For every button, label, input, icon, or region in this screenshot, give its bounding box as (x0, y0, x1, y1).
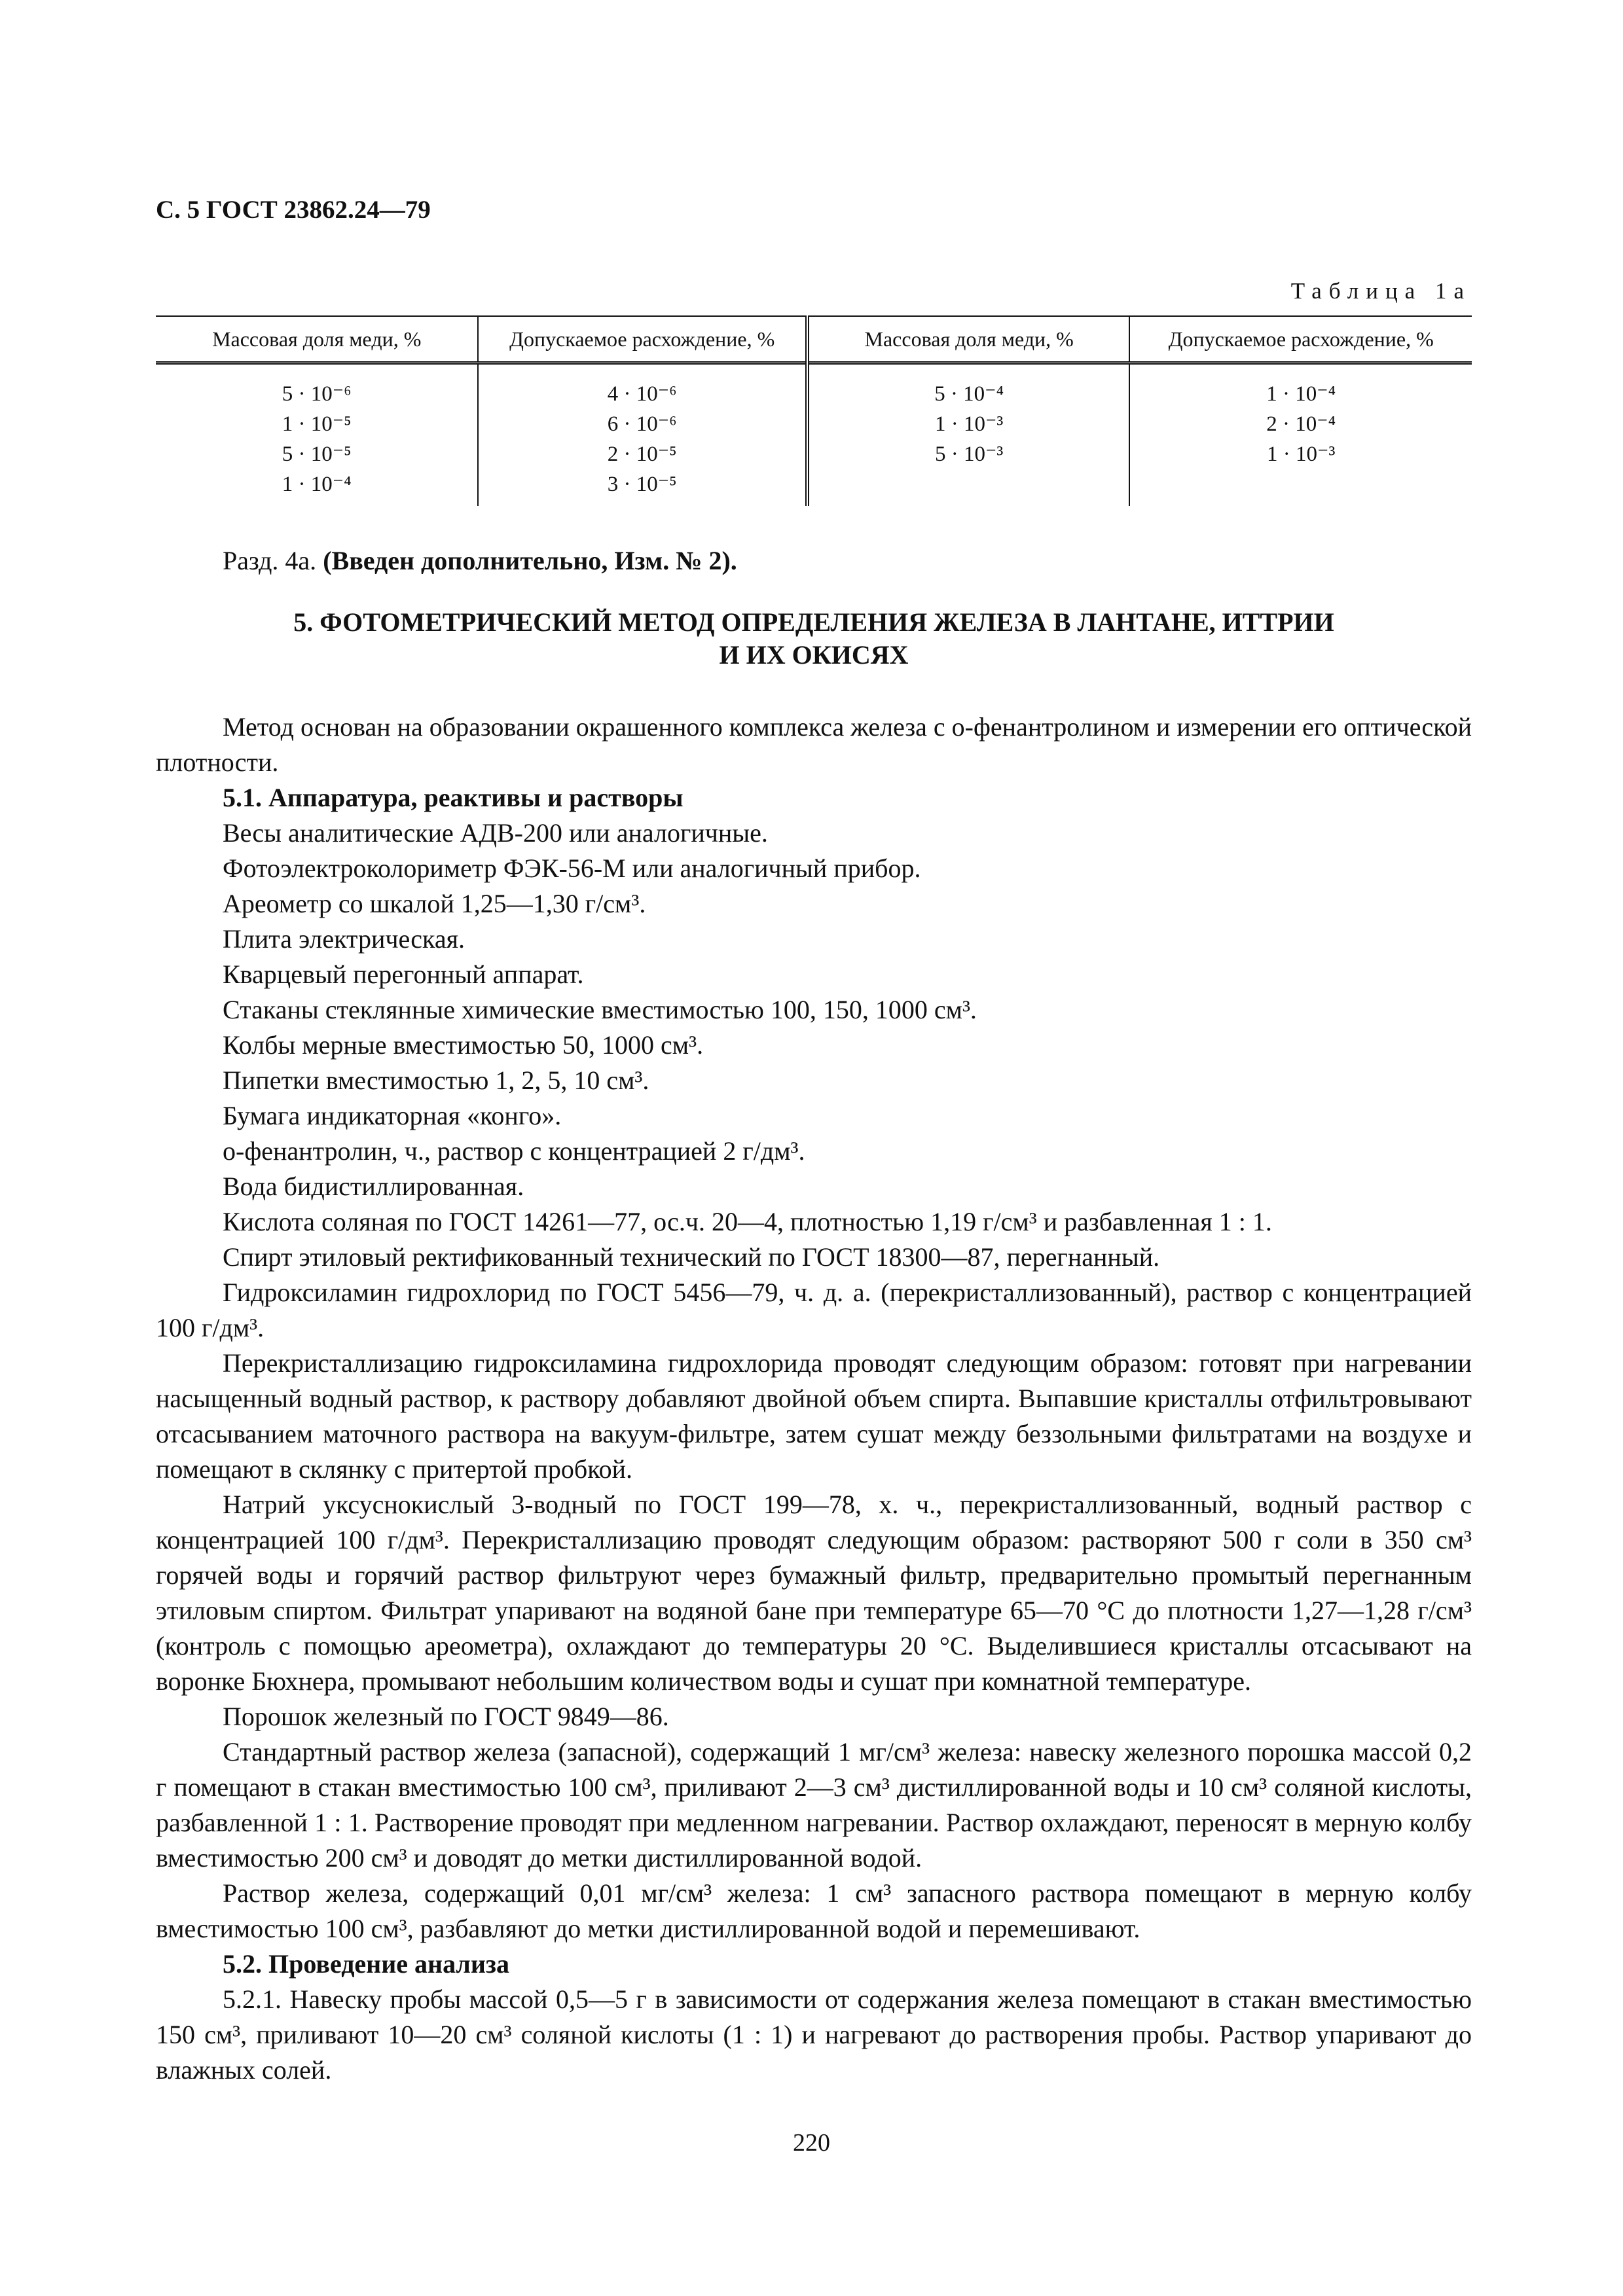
paragraph-dilute-solution: Раствор железа, содержащий 0,01 мг/см³ железа: 1 см³ запасного раствора помещают в мерную колбу вместимостью 100 см³, разбавляют до метки дистиллированной водой и перемешивают. (156, 1878, 1472, 1943)
table-value: 1 · 10⁻³ (935, 412, 1004, 436)
paragraph-hydroxylamine: Гидроксиламин гидрохлорид по ГОСТ 5456—79, ч. д. а. (перекристаллизованный), раствор с концентрацией 100 г/дм³. (156, 1278, 1472, 1342)
subsection-title-5-1: 5.1. Аппаратура, реактивы и растворы (223, 783, 684, 812)
table-cell-col2 (478, 363, 807, 507)
list-item: Спирт этиловый ректификованный технический по ГОСТ 18300—87, перегнанный. (223, 1242, 1160, 1272)
list-item: Фотоэлектроколориметр ФЭК-56-М или аналогичный прибор. (223, 853, 921, 883)
amendment-note (223, 543, 1472, 579)
document-body (156, 543, 1472, 2088)
paragraph-standard-solution: Стандартный раствор железа (запасной), содержащий 1 мг/см³ железа: навеску железного порошка массой 0,2 г помещают в стакан вместимостью 100 см³, приливают 2—3 см³ дистиллированной воды и 10 см³ соляной кислоты, разбавленной 1 : 1. Растворение проводят при медленном нагревании. Раствор охлаждают, переносят в мерную колбу вместимостью 200 см³ и доводят до метки дистиллированной водой. (156, 1737, 1472, 1873)
amendment-prefix: Разд. 4а. (223, 546, 323, 575)
table-value: 4 · 10⁻⁶ (607, 382, 677, 406)
list-item: Кислота соляная по ГОСТ 14261—77, ос.ч. 20—4, плотностью 1,19 г/см³ и разбавленная 1 : 1. (223, 1207, 1272, 1236)
column-header-copper-fraction-1: Массовая доля меди, % (156, 316, 478, 363)
table-cell-col1 (156, 363, 478, 507)
table-value: 5 · 10⁻⁵ (282, 442, 352, 466)
list-item: Ареометр со шкалой 1,25—1,30 г/см³. (223, 889, 646, 918)
page-number: 220 (793, 2129, 830, 2157)
section-title-line2: И ИХ ОКИСЯХ (719, 640, 909, 670)
list-item: Колбы мерные вместимостью 50, 1000 см³. (223, 1030, 704, 1060)
table-value: 3 · 10⁻⁵ (607, 473, 677, 496)
subsection-title-5-2: 5.2. Проведение анализа (223, 1949, 509, 1979)
paragraph-5-2-1: 5.2.1. Навеску пробы массой 0,5—5 г в зависимости от содержания железа помещают в стакан вместимостью 150 см³, приливают 10—20 см³ соляной кислоты (1 : 1) и нагревают до растворения пробы. Раствор упаривают до влажных солей. (156, 1984, 1472, 2085)
copper-tolerance-table (156, 315, 1472, 506)
paragraph-iron-powder: Порошок железный по ГОСТ 9849—86. (223, 1702, 669, 1731)
list-item: Пипетки вместимостью 1, 2, 5, 10 см³. (223, 1066, 649, 1095)
list-item: Вода бидистиллированная. (223, 1172, 524, 1201)
list-item: Стаканы стеклянные химические вместимостью 100, 150, 1000 см³. (223, 995, 977, 1024)
list-item: Бумага индикаторная «конго». (223, 1101, 562, 1130)
table-row (156, 363, 1472, 507)
table-title: Таблица 1а (1290, 278, 1471, 304)
list-item: о-фенантролин, ч., раствор с концентрацией 2 г/дм³. (223, 1136, 805, 1166)
table-value: 1 · 10⁻⁴ (1266, 382, 1336, 406)
paragraph-sodium-acetate: Натрий уксуснокислый 3-водный по ГОСТ 199—78, х. ч., перекристаллизованный, водный раствор с концентрацией 100 г/дм³. Перекристаллизацию проводят следующим образом: растворяют 500 г соли в 350 см³ горячей воды и горячий раствор фильтруют через бумажный фильтр, предварительно промытый перегнанным этиловым спиртом. Фильтрат упаривают на водяной бане при температуре 65—70 °С до плотности 1,27—1,28 г/см³ (контроль с помощью ареометра), охлаждают до температуры 20 °С. Выделившиеся кристаллы отсасывают на воронке Бюхнера, промывают небольшим количеством воды и сушат при комнатной температуре. (156, 1490, 1472, 1696)
table-value: 1 · 10⁻³ (1267, 442, 1336, 466)
amendment-bold: (Введен дополнительно, Изм. № 2). (323, 546, 737, 575)
paragraph-intro: Метод основан на образовании окрашенного комплекса железа с о-фенантролином и измерении его оптической плотности. (156, 712, 1472, 777)
paragraph-recrystallization: Перекристаллизацию гидроксиламина гидрохлорида проводят следующим образом: готовят при нагревании насыщенный водный раствор, к раствору добавляют двойной объем спирта. Выпавшие кристаллы отфильтровывают отсасыванием маточного раствора на вакуум-фильтре, затем сушат между беззольными фильтратами на воздухе и помещают в склянку с притертой пробкой. (156, 1348, 1472, 1484)
column-header-tolerance-1: Допускаемое расхождение, % (478, 316, 807, 363)
table-value: 2 · 10⁻⁴ (1266, 412, 1336, 436)
table-value: 6 · 10⁻⁶ (607, 412, 677, 436)
table-value: 2 · 10⁻⁵ (607, 442, 677, 466)
table-cell-col3 (807, 363, 1129, 507)
section-title (156, 606, 1472, 672)
list-item: Весы аналитические АДВ-200 или аналогичные. (223, 818, 768, 848)
table-value: 1 · 10⁻⁴ (282, 473, 352, 496)
column-header-copper-fraction-2: Массовая доля меди, % (807, 316, 1129, 363)
column-header-tolerance-2: Допускаемое расхождение, % (1129, 316, 1472, 363)
table-cell-col4 (1129, 363, 1472, 507)
list-item: Плита электрическая. (223, 924, 465, 954)
table-value: 1 · 10⁻⁵ (282, 412, 352, 436)
list-item: Кварцевый перегонный аппарат. (223, 960, 584, 989)
table-value: 5 · 10⁻⁶ (282, 382, 352, 406)
section-title-line1: 5. ФОТОМЕТРИЧЕСКИЙ МЕТОД ОПРЕДЕЛЕНИЯ ЖЕЛЕЗА В ЛАНТАНЕ, ИТТРИИ (293, 607, 1334, 637)
table-value: 5 · 10⁻³ (935, 442, 1004, 466)
table-value: 5 · 10⁻⁴ (934, 382, 1004, 406)
page-header: С. 5 ГОСТ 23862.24—79 (156, 196, 431, 224)
